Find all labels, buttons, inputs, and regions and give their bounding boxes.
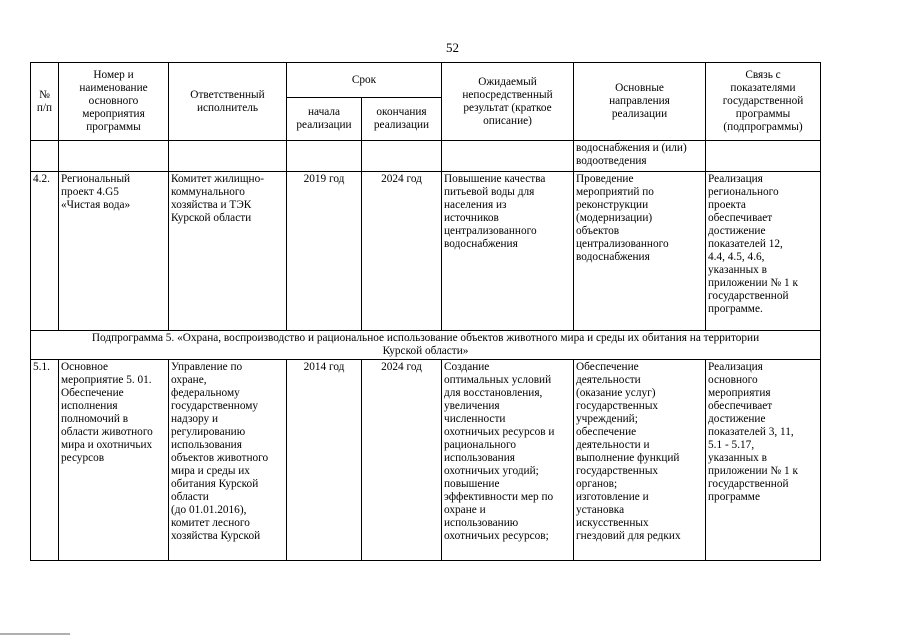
header-directions: Основные направления реализации — [574, 63, 706, 141]
table-row — [31, 360, 821, 561]
header-responsible: Ответственный исполнитель — [169, 63, 287, 141]
start-cell: 2014 год — [287, 360, 362, 561]
table-row-continuation — [31, 141, 821, 172]
table-cell — [31, 141, 59, 172]
subprogram-title: Подпрограмма 5. «Охрана, воспроизводство и рациональное использование объектов животного мира и среды их обитания на территории Курской области» — [31, 331, 821, 360]
header-name: Номер и наименование основного мероприятия программы — [59, 63, 169, 141]
directions-cell: Проведение мероприятий по реконструкции (модернизации) объектов централизованного водоснабжения — [574, 172, 706, 331]
responsible-cell: Комитет жилищно- коммунального хозяйства и ТЭК Курской области — [169, 172, 287, 331]
responsible-cell: Управление по охране, федеральному государственному надзору и регулированию использования объектов животного мира и среды их обитания Курской области (до 01.01.2016), комитет лесного хозяйства Курской — [169, 360, 287, 561]
link-cell: Реализация регионального проекта обеспечивает достижение показателей 12, 4.4, 4.5, 4.6, указанных в приложении № 1 к государственной программе. — [706, 172, 821, 331]
number-cell: 4.2. — [31, 172, 59, 331]
name-cell: Основное мероприятие 5. 01. Обеспечение исполнения полномочий в области животного мира и охотничьих ресурсов — [59, 360, 169, 561]
result-cell: Создание оптимальных условий для восстановления, увеличения численности охотничьих ресурсов и рационального использования охотничьих угодий; повышение эффективности мер по охране и использованию охотничьих ресурсов; — [442, 360, 574, 561]
end-cell: 2024 год — [362, 172, 442, 331]
table-cell — [442, 141, 574, 172]
header-result: Ожидаемый непосредственный результат (краткое описание) — [442, 63, 574, 141]
header-start: начала реализации — [287, 98, 362, 141]
end-cell: 2024 год — [362, 360, 442, 561]
table-cell — [287, 141, 362, 172]
header-link: Связь с показателями государственной программы (подпрограммы) — [706, 63, 821, 141]
table-cell — [362, 141, 442, 172]
directions-cell: Обеспечение деятельности (оказание услуг) государственных учреждений; обеспечение деятельности и выполнение функций государственных органов; изготовление и установка искусственных гнездовий для редких — [574, 360, 706, 561]
header-number: № п/п — [31, 63, 59, 141]
header-end: окончания реализации — [362, 98, 442, 141]
page-number: 52 — [446, 40, 459, 55]
directions-cell: водоснабжения и (или) водоотведения — [574, 141, 706, 172]
scan-edge-mark — [0, 633, 70, 635]
table-cell — [706, 141, 821, 172]
subprogram-row — [31, 331, 821, 360]
name-cell: Региональный проект 4.G5 «Чистая вода» — [59, 172, 169, 331]
result-cell: Повышение качества питьевой воды для населения из источников централизованного водоснабжения — [442, 172, 574, 331]
table-cell — [169, 141, 287, 172]
table-cell — [59, 141, 169, 172]
program-table — [30, 62, 821, 561]
table-row — [31, 172, 821, 331]
header-row — [31, 63, 821, 98]
start-cell: 2019 год — [287, 172, 362, 331]
number-cell: 5.1. — [31, 360, 59, 561]
header-period: Срок — [287, 63, 442, 98]
link-cell: Реализация основного мероприятия обеспечивает достижение показателей 3, 11, 5.1 - 5.17, указанных в приложении № 1 к государственной программе — [706, 360, 821, 561]
